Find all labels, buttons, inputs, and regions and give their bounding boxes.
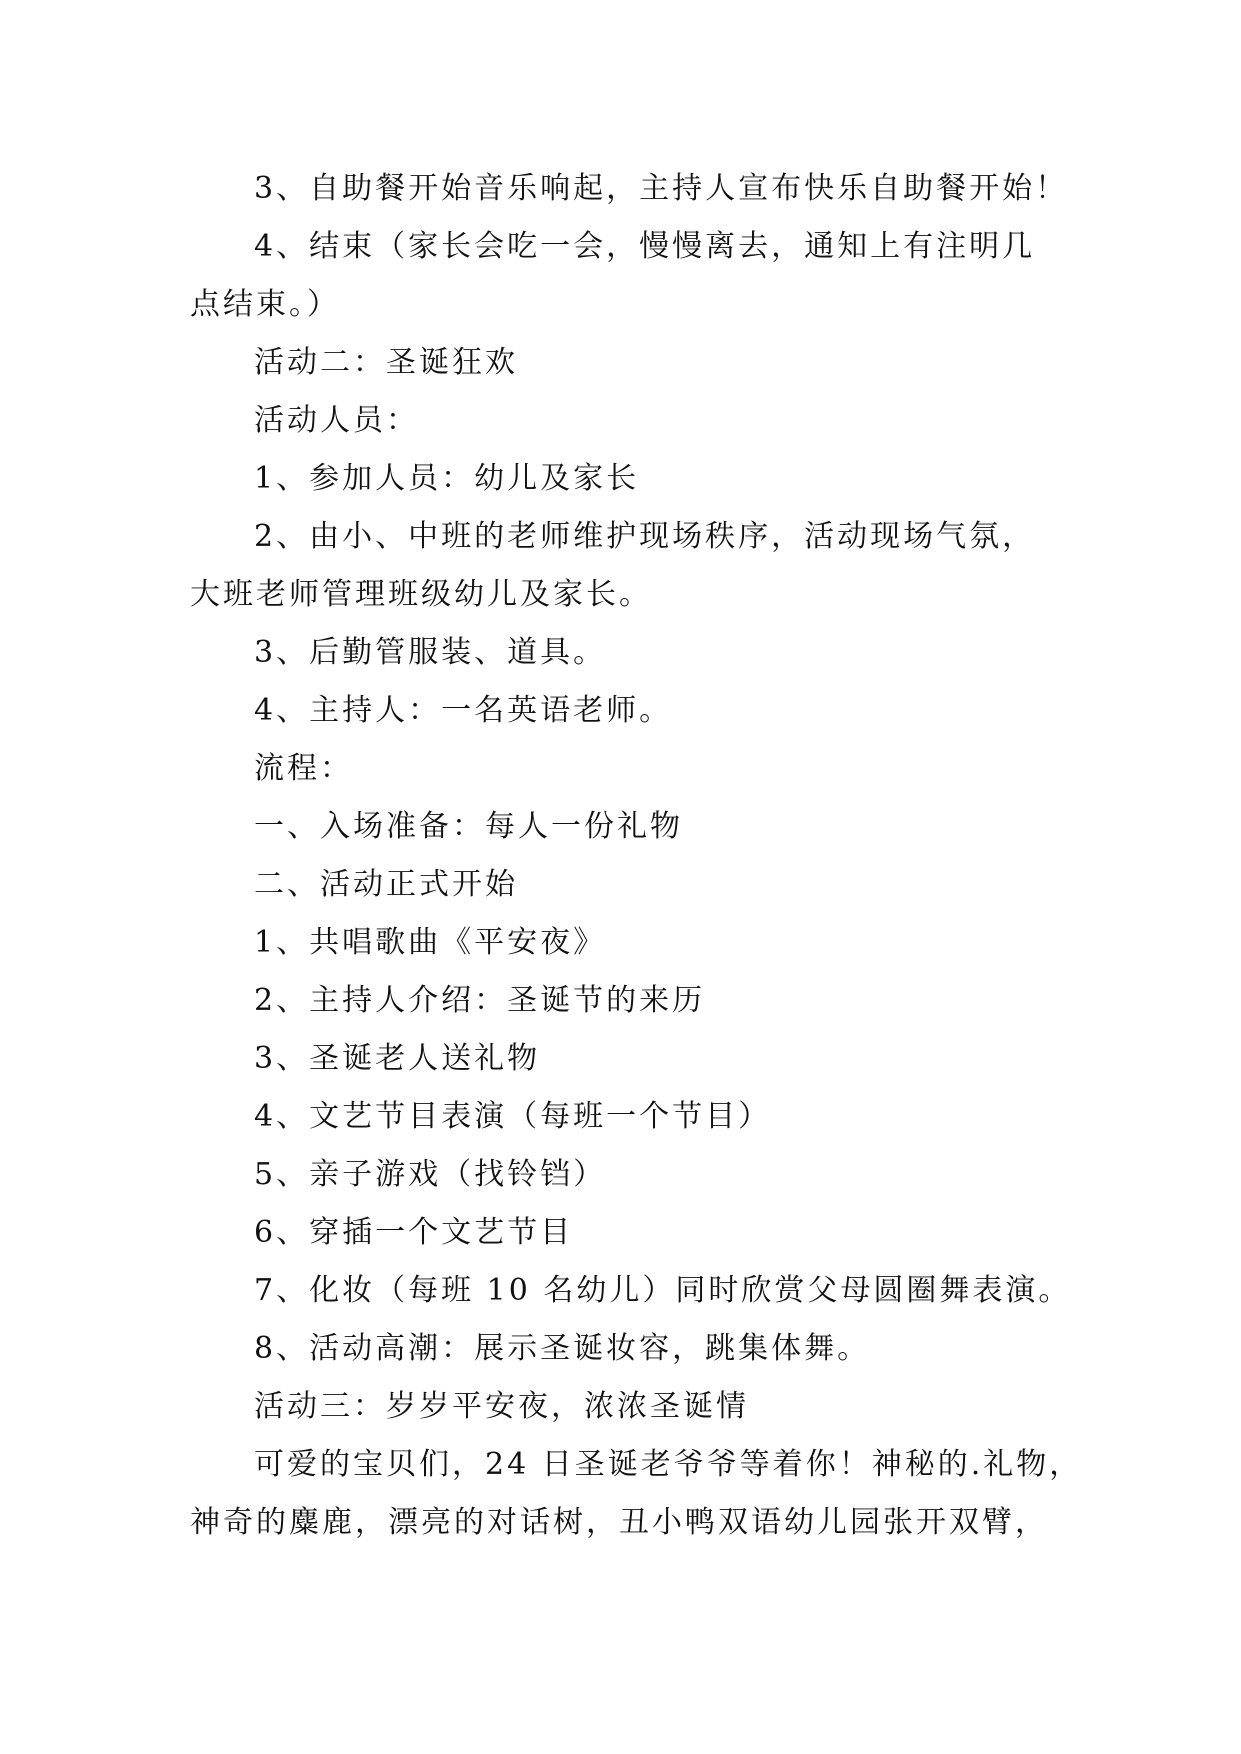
list-item: 一、入场准备：每人一份礼物: [254, 809, 683, 844]
list-item: 1、参加人员：幼儿及家长: [254, 461, 640, 496]
document-body: [190, 160, 1083, 1552]
list-item: 5、亲子游戏（找铃铛）: [254, 1157, 607, 1192]
list-item: 3、后勤管服装、道具。: [254, 635, 607, 670]
text-line: 点结束。）: [190, 287, 340, 322]
list-item: 3、圣诞老人送礼物: [254, 1041, 541, 1076]
text-line: 神奇的麋鹿，漂亮的对话树，丑小鸭双语幼儿园张开双臂，: [190, 1505, 1048, 1540]
section-heading: 活动二：圣诞狂欢: [254, 345, 518, 380]
list-item: 8、活动高潮：展示圣诞妆容，跳集体舞。: [254, 1331, 871, 1366]
list-item: 二、活动正式开始: [254, 867, 518, 902]
section-heading: 活动三：岁岁平安夜，浓浓圣诞情: [254, 1389, 749, 1424]
list-item: 2、主持人介绍：圣诞节的来历: [254, 983, 706, 1018]
text-line: 活动人员：: [254, 403, 419, 438]
text-line: 4、结束（家长会吃一会，慢慢离去，通知上有注明几: [254, 229, 1036, 264]
text-line: 大班老师管理班级幼儿及家长。: [190, 577, 652, 612]
list-item: 1、共唱歌曲《平安夜》: [254, 925, 607, 960]
list-item: 4、主持人：一名英语老师。: [254, 693, 673, 728]
text-line: 可爱的宝贝们，24 日圣诞老爷爷等着你！神秘的.礼物，: [254, 1447, 1083, 1482]
list-item: 2、由小、中班的老师维护现场秩序，活动现场气氛，: [254, 519, 1036, 554]
text-line: 流程：: [254, 751, 353, 786]
list-item: 6、穿插一个文艺节目: [254, 1215, 574, 1250]
list-item: 4、文艺节目表演（每班一个节目）: [254, 1099, 772, 1134]
list-item: 7、化妆（每班 10 名幼儿）同时欣赏父母圆圈舞表演。: [254, 1273, 1072, 1308]
text-line: 3、自助餐开始音乐响起，主持人宣布快乐自助餐开始！: [254, 171, 1069, 206]
